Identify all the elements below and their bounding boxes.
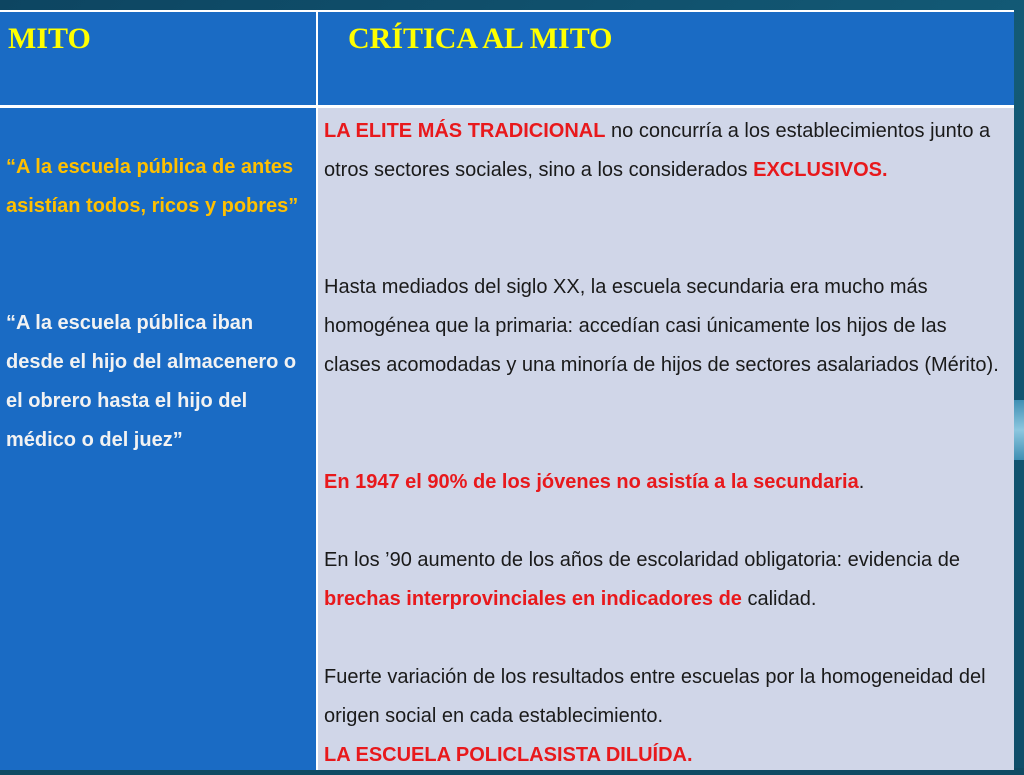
critica-emphasis-1947: En 1947 el 90% de los jóvenes no asistía a la secundaria xyxy=(324,471,859,493)
critica-emphasis-exclusivos: EXCLUSIVOS. xyxy=(753,159,888,181)
mito-quote-2: “A la escuela pública iban desde el hijo del almacenero o el obrero hasta el hijo del médico o del juez” xyxy=(6,312,297,451)
header-mito-label: MITO xyxy=(8,22,91,55)
critica-paragraph-5: Fuerte variación de los resultados entre escuelas por la homogeneidad del origen social en cada establecimiento. xyxy=(324,666,986,727)
header-cell-critica xyxy=(318,12,1014,108)
critica-text: no concurría a los establecimientos junto a otros sectores sociales, sino a los considerados xyxy=(324,120,991,181)
critica-emphasis-brechas: brechas interprovinciales en indicadores de xyxy=(324,588,742,610)
critica-text: En los ’90 aumento de los años de escolaridad obligatoria: evidencia de xyxy=(324,549,960,571)
critica-body-cell xyxy=(318,108,1014,770)
critica-text: . xyxy=(858,471,865,493)
critica-emphasis-elite: LA ELITE MÁS TRADICIONAL xyxy=(324,120,606,142)
mito-body-cell xyxy=(0,108,318,770)
critica-paragraph-1 xyxy=(324,112,1004,190)
mito-quote-1: “A la escuela pública de antes asistían todos, ricos y pobres” xyxy=(6,156,299,217)
myth-critique-table xyxy=(0,10,1014,770)
header-cell-mito xyxy=(0,12,318,108)
critica-paragraph-3 xyxy=(324,463,1004,502)
critica-emphasis-policlasista: LA ESCUELA POLICLASISTA DILUÍDA. xyxy=(324,744,693,766)
critica-text: calidad. xyxy=(741,588,817,610)
critica-paragraph-6 xyxy=(324,736,1004,775)
critica-paragraph-4 xyxy=(324,541,1004,619)
critica-paragraph-2: Hasta mediados del siglo XX, la escuela secundaria era mucho más homogénea que la primaria: accedían casi únicamente los hijos de las clases acomodadas y una minoría de hijos de sectores asalariados (Mérito). xyxy=(324,276,999,376)
header-critica-label: CRÍTICA AL MITO xyxy=(348,22,613,55)
